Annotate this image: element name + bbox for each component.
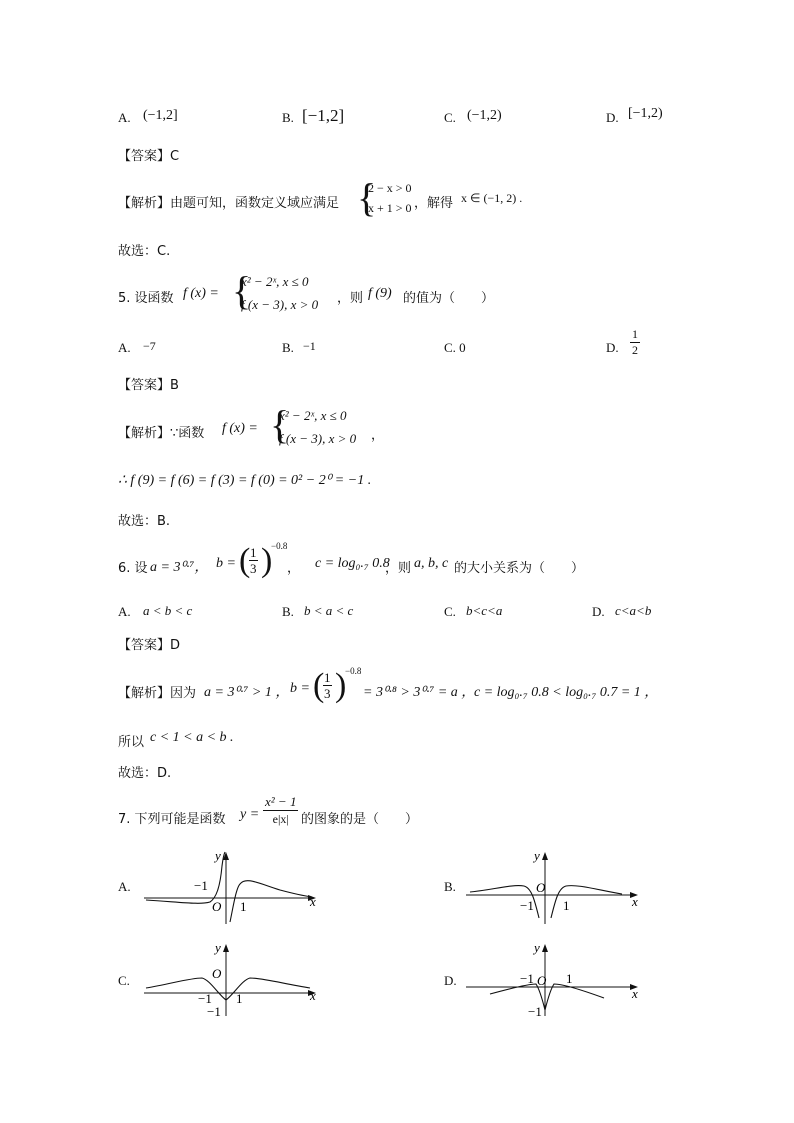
q7-graph-a-x: x [310, 894, 316, 909]
q4-analysis-prefix: 【解析】由题可知，函数定义域应满足 [118, 196, 340, 211]
q6-option-a-label: A. [118, 604, 131, 619]
q6-analysis-prefix: 【解析】因为 [118, 686, 197, 701]
q7-graph-d [462, 940, 647, 1018]
q5-case-2: f (x − 3), x > 0 [241, 297, 319, 312]
q5-option-b-label: B. [282, 340, 294, 355]
q6-analysis-fraction [323, 670, 332, 701]
q7-graph-c-neg1-y: −1 [207, 1004, 221, 1018]
q5-f9: f (9) [368, 286, 392, 301]
q5-brace: { [232, 268, 252, 313]
q5-option-a-value: −7 [143, 339, 156, 353]
q4-option-c-label: C. [444, 110, 456, 125]
q7-option-a-label: A. [118, 879, 131, 894]
q6-b-paren-open: ( [239, 542, 251, 579]
q5-option-a-label: A. [118, 340, 131, 355]
q7-option-c-label: C. [118, 973, 130, 988]
q5-answer: 【答案】B [118, 378, 179, 393]
q4-condition-1: 2 − x > 0 [368, 181, 412, 195]
q7-y-lhs: y = [240, 807, 260, 822]
q4-condition-2: x + 1 > 0 [368, 201, 412, 215]
q5-option-b-value: −1 [303, 339, 316, 353]
q5-option-d-den: 2 [632, 343, 638, 357]
q7-graph-d-o: O [537, 973, 547, 988]
q6-analysis-b-rhs: = 3⁰·⁸ > 3⁰·⁷ = a ， [363, 685, 476, 700]
q5-option-d-label: D. [606, 340, 619, 355]
q6-option-a-value: a < b < c [143, 603, 193, 618]
q7-frac-den: e|x| [272, 812, 289, 826]
q6-conclusion: 故选：D. [118, 766, 172, 781]
q7-graph-b-x: x [632, 894, 638, 909]
q6-option-d-value: c<a<b [615, 603, 652, 618]
q6-b-exp: −0.8 [271, 541, 288, 551]
q6-analysis-b-den: 3 [324, 686, 331, 701]
q5-analysis-comma: ， [371, 428, 385, 443]
q5-analysis-brace: { [270, 402, 290, 447]
q6-b-den: 3 [250, 561, 257, 576]
q6-analysis-paren-open: ( [313, 667, 325, 704]
q7-graph-b-neg1: −1 [520, 898, 534, 913]
q6-b-lhs: b = [216, 556, 236, 571]
q4-option-a-label: A. [118, 110, 131, 125]
q5-option-c: C. 0 [444, 340, 466, 355]
q6-option-c-value: b<c<a [466, 603, 503, 618]
q5-analysis-prefix: 【解析】∵函数 [118, 426, 205, 441]
q7-graph-c-neg1: −1 [198, 991, 212, 1006]
q5-analysis-fx: f (x) = [222, 421, 258, 436]
q5-chain: ∴ f (9) = f (6) = f (3) = f (0) = 0² − 2⁰ = −1 . [118, 473, 372, 488]
q6-b-fraction [249, 545, 258, 576]
q4-brace: { [357, 175, 377, 220]
q7-graph-d-1: 1 [566, 971, 573, 986]
q7-frac-num: x² − 1 [265, 794, 297, 809]
q7-graph-a-neg1: −1 [194, 878, 208, 893]
q5-option-d-fraction [630, 327, 640, 358]
q6-option-b-value: b < a < c [304, 603, 354, 618]
q6-b-comma: ， [287, 561, 301, 576]
q7-graph-b-o: O [536, 880, 546, 895]
q4-conclusion: 故选：C. [118, 244, 171, 259]
q6-b-paren-close: ) [261, 542, 273, 579]
q6-option-b-label: B. [282, 604, 294, 619]
q6-stem-mid: ，则 [385, 561, 412, 576]
q4-option-b-label: B. [282, 110, 294, 125]
q4-option-b-value: [−1,2] [302, 106, 345, 125]
q6-analysis-paren-close: ) [335, 667, 347, 704]
q7-graph-a-y: y [215, 848, 221, 863]
q5-conclusion: 故选：B. [118, 514, 171, 529]
q4-option-d-value: [−1,2) [628, 106, 663, 121]
q6-answer: 【答案】D [118, 638, 181, 653]
q6-c-def: c = log₀.₇ 0.8 [315, 556, 390, 571]
q7-graph-c-1: 1 [236, 991, 243, 1006]
q7-graph-c-y: y [215, 940, 221, 955]
q7-option-d-label: D. [444, 973, 457, 988]
q7-graph-d-x: x [632, 986, 638, 1001]
q4-option-a-value: (−1,2] [143, 108, 178, 123]
q5-stem-prefix: 5. 设函数 [118, 291, 174, 306]
q7-graph-d-neg1-y: −1 [528, 1004, 542, 1018]
q7-graph-d-neg1: −1 [520, 971, 534, 986]
q7-stem-end: 的图象的是（ ） [301, 812, 419, 827]
q4-answer: 【答案】C [118, 149, 180, 164]
q7-graph-c-x: x [310, 988, 316, 1003]
q5-stem-suffix: ，则 [337, 291, 364, 306]
q6-option-c-label: C. [444, 604, 456, 619]
q6-analysis-c: c = log₀.₇ 0.8 < log₀.₇ 0.7 = 1 ， [474, 685, 659, 700]
q6-vars: a, b, c [414, 556, 449, 571]
q6-analysis-b-exp: −0.8 [345, 666, 362, 676]
q7-stem-prefix: 7. 下列可能是函数 [118, 812, 226, 827]
q6-stem-prefix: 6. 设 [118, 561, 148, 576]
q7-graph-c-o: O [212, 966, 222, 981]
q6-b-num: 1 [250, 545, 257, 560]
q7-graph-b [462, 848, 647, 926]
q7-graph-b-1: 1 [563, 898, 570, 913]
q5-stem-end: 的值为（ ） [403, 291, 495, 306]
q7-graph-a [140, 848, 325, 926]
q7-graph-d-y: y [534, 940, 540, 955]
q4-result: x ∈ (−1, 2) . [461, 191, 523, 205]
q6-so-prefix: 所以 [118, 735, 145, 750]
q6-stem-end: 的大小关系为（ ） [454, 561, 585, 576]
q6-so-value: c < 1 < a < b . [150, 730, 234, 745]
q6-analysis-b-lhs: b = [290, 681, 310, 696]
q6-analysis-a: a = 3⁰·⁷ > 1 ， [204, 685, 290, 700]
q6-analysis-b-num: 1 [324, 670, 331, 685]
q5-option-d-num: 1 [632, 327, 638, 341]
q7-graph-c [140, 940, 325, 1018]
q7-fraction [263, 793, 298, 828]
q7-option-b-label: B. [444, 879, 456, 894]
q5-analysis-case-2: f (x − 3), x > 0 [279, 431, 357, 446]
q7-graph-b-y: y [534, 848, 540, 863]
q6-a-def: a = 3⁰·⁷， [150, 560, 209, 575]
q5-case-1: x² − 2ˣ, x ≤ 0 [241, 274, 309, 289]
q6-option-d-label: D. [592, 604, 605, 619]
q7-graph-a-o: O [212, 899, 222, 914]
q4-option-d-label: D. [606, 110, 619, 125]
q4-option-c-value: (−1,2) [467, 108, 502, 123]
q5-analysis-case-1: x² − 2ˣ, x ≤ 0 [279, 408, 347, 423]
q7-graph-a-1: 1 [240, 899, 247, 914]
q4-analysis-suffix: ，解得 [414, 196, 454, 211]
q5-fx: f (x) = [183, 286, 219, 301]
